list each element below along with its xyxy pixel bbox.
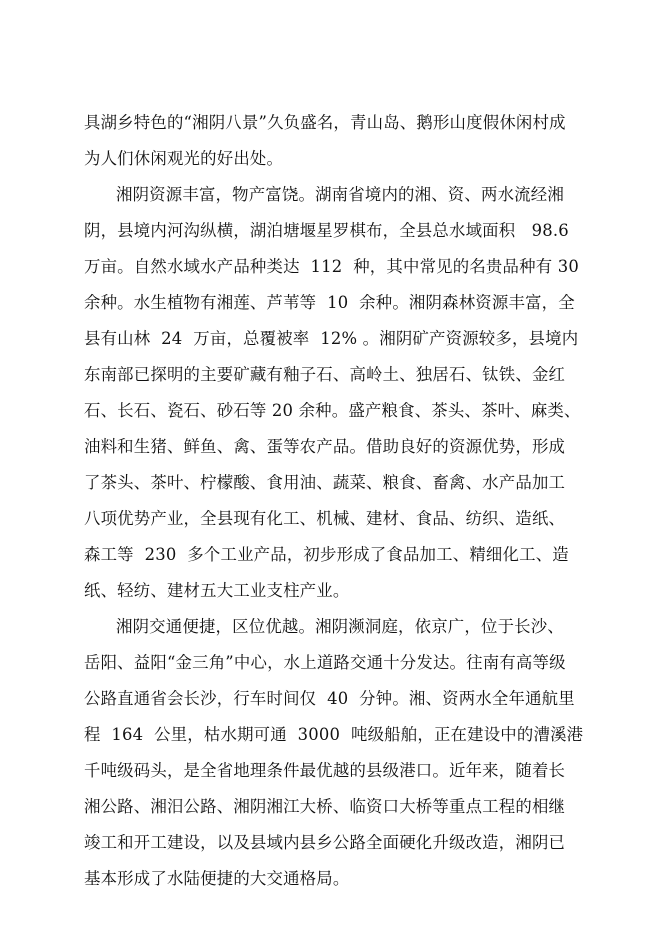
text-line: 了茶头、茶叶、柠檬酸、食用油、蔬菜、粮食、畜禽、水产品加工 [84, 473, 566, 492]
text-line: 万亩。自然水域水产品种类达 112 种，其中常见的名贵品种有 30 [84, 257, 579, 276]
text-line: 程 164 公里，枯水期可通 3000 吨级船舶，正在建设中的漕溪港 [84, 725, 584, 744]
text-line: 县有山林 24 万亩，总覆被率 12% 。湘阴矿产资源较多，县境内 [84, 329, 579, 348]
paragraph-first-line: 湘阴交通便捷，区位优越。湘阴濒洞庭，依京广，位于长沙、 [116, 617, 564, 636]
text-line: 余种。水生植物有湘莲、芦苇等 10 余种。湘阴森林资源丰富，全 [84, 293, 575, 312]
text-line: 公路直通省会长沙，行车时间仅 40 分钟。湘、资两水全年通航里 [84, 689, 575, 708]
text-line: 千吨级码头，是全省地理条件最优越的县级港口。近年来，随着长 [84, 761, 566, 780]
text-line: 具湖乡特色的“湘阴八景”久负盛名，青山岛、鹅形山度假休闲村成 [84, 113, 566, 132]
text-line: 竣工和开工建设，以及县域内县乡公路全面硬化升级改造，湘阴已 [84, 833, 566, 852]
text-line: 东南部已探明的主要矿藏有釉子石、高岭土、独居石、钛铁、金红 [84, 365, 566, 384]
text-line: 阴，县境内河沟纵横，湖泊塘堰星罗棋布，全县总水域面积 98.6 [84, 221, 569, 240]
text-line: 石、长石、瓷石、砂石等 20 余种。盛产粮食、茶头、茶叶、麻类、 [84, 401, 581, 420]
text-line: 湘公路、湘汨公路、湘阴湘江大桥、临资口大桥等重点工程的相继 [84, 797, 566, 816]
text-line: 基本形成了水陆便捷的大交通格局。 [84, 869, 350, 888]
text-line: 纸、轻纺、建材五大工业支柱产业。 [84, 581, 350, 600]
text-line: 岳阳、益阳“金三角”中心，水上道路交通十分发达。往南有高等级 [84, 653, 566, 672]
text-line: 森工等 230 多个工业产品，初步形成了食品加工、精细化工、造 [84, 545, 569, 564]
text-line: 油料和生猪、鲜鱼、禽、蛋等农产品。借助良好的资源优势，形成 [84, 437, 566, 456]
text-line: 八项优势产业，全县现有化工、机械、建材、食品、纺织、造纸、 [84, 509, 566, 528]
paragraph-first-line: 湘阴资源丰富，物产富饶。湖南省境内的湘、资、两水流经湘 [116, 185, 564, 204]
text-line: 为人们休闲观光的好出处。 [84, 149, 284, 168]
